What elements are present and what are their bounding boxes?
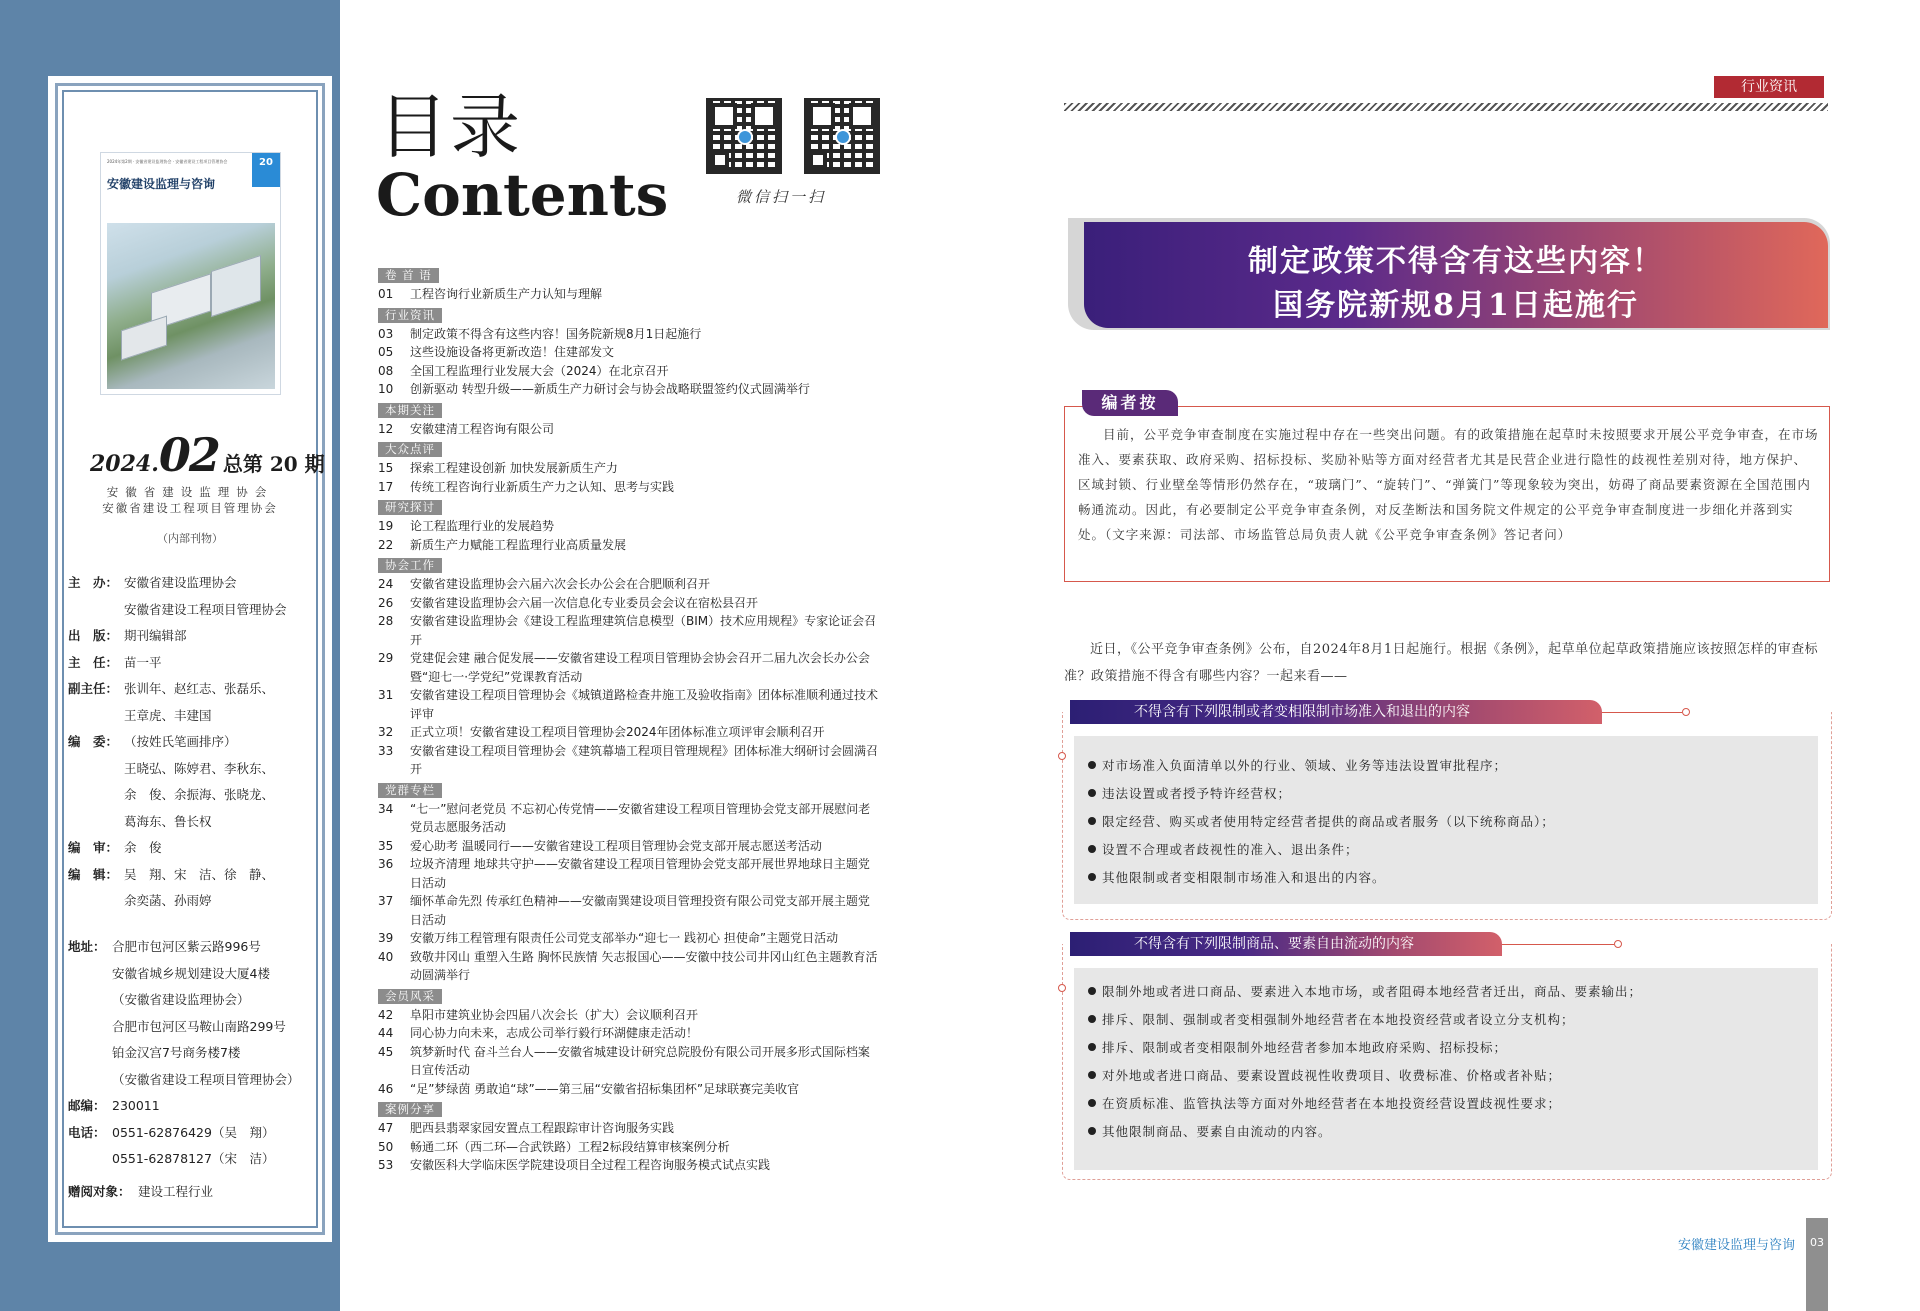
info-row-phone: 电话： 0551-62876429（吴 翔）: [68, 1124, 275, 1140]
bullet-icon: [1088, 1099, 1096, 1107]
info-row-committee: 编 委： （按姓氏笔画排序）: [68, 734, 237, 749]
toc-entry-page: 22: [378, 537, 394, 552]
toc-entry-title: 安徽省建设监理协会六届一次信息化专业委员会会议在宿松县召开: [410, 595, 759, 610]
info-cont: 王章虎、丰建国: [124, 707, 212, 723]
list-panel: [1074, 736, 1818, 904]
toc-entry[interactable]: [378, 686, 878, 723]
toc-entry[interactable]: [378, 594, 878, 613]
list-item: [1074, 1006, 1818, 1034]
toc-entry-title: 正式立项！安徽省建设工程项目管理协会2024年团体标准立项评审会顺利召开: [410, 725, 825, 739]
toc-entry[interactable]: [378, 948, 878, 985]
toc-section: [378, 264, 878, 304]
toc-entry-page: 24: [378, 577, 394, 591]
footer-magazine-name: 安徽建设监理与咨询: [1678, 1238, 1796, 1253]
hatched-rule: [1064, 103, 1828, 111]
qr-code-icon: [706, 98, 782, 174]
info-row-reviewer: 编 审： 余 俊: [68, 840, 162, 855]
toc-category-label: 卷 首 语: [378, 268, 439, 283]
toc-entry-page: 32: [378, 725, 394, 739]
toc-section: [378, 554, 878, 779]
list-item: [1074, 808, 1818, 836]
info-cont: 余奕菡、孙雨婷: [124, 893, 212, 908]
toc-section: [378, 496, 878, 554]
toc-category-label: 行业资讯: [378, 308, 442, 323]
magazine-cover-thumbnail: [100, 152, 281, 395]
toc-entry-page: 53: [378, 1158, 394, 1172]
list-item-text: 限制外地或者进口商品、要素进入本地市场，或者阻碍本地经营者迁出，商品、要素输出；: [1102, 984, 1643, 999]
toc-entry-page: 45: [378, 1044, 394, 1059]
info-row-address: 地址： 合肥市包河区紫云路996号: [68, 939, 261, 954]
issue-number-line: [90, 428, 325, 482]
toc-entry-title: 致敬井冈山 重塑入生路 胸怀民族情 矢志报国心——安徽中技公司井冈山红色主题教育活动圆满举行: [410, 949, 878, 982]
toc-entry[interactable]: [378, 649, 878, 686]
toc-entry[interactable]: [378, 1024, 878, 1043]
bullet-icon: [1088, 1127, 1096, 1135]
list-panel: [1074, 968, 1818, 1170]
editor-note-text: 目前，公平竞争审查制度在实施过程中存在一些突出问题。有的政策措施在起草时未按照要求开展公平竞争审查，在市场准入、要素获取、政府采购、招标投标、奖励补贴等方面对经营者尤其是民营企业进行隐性的歧视性差别对待，地方保护、区域封锁、行业壁垒等情形仍然存在，“玻璃门”、“旋转门”、“弹簧门”等现象较为突出，妨碍了商品要素资源在全国范围内畅通流动。因此，有必要制定公平竞争审查条例，对反垄断法和国务院文件规定的公平竞争审查制度进一步细化并落到实处。（文字来源：司法部、市场监管总局负责人就《公平竞争审查条例》答记者问）: [1078, 427, 1819, 542]
toc-entry-page: 42: [378, 1007, 394, 1022]
qr-code-icon: [804, 98, 880, 174]
info-cont: 葛海东、鲁长权: [124, 813, 212, 829]
cover-title: 安徽建设监理与咨询: [107, 177, 216, 191]
toc-entry-title: 论工程监理行业的发展趋势: [410, 519, 555, 533]
info-cont: （安徽省建设监理协会）: [112, 992, 250, 1007]
list-item: [1074, 1062, 1818, 1090]
bullet-icon: [1088, 873, 1096, 881]
toc-entry-title: 安徽省建设工程项目管理协会《城镇道路检查井施工及验收指南》团体标准顺利通过技术评审: [410, 688, 879, 721]
list-item-text: 在资质标准、监管执法等方面对外地经营者在本地投资经营设置歧视性要求；: [1102, 1096, 1562, 1111]
article-title-banner: [1084, 222, 1828, 328]
list-header-title: 不得含有下列限制或者变相限制市场准入和退出的内容: [1070, 700, 1602, 724]
toc-category-label: 案例分享: [378, 1102, 442, 1117]
toc-entry[interactable]: [378, 517, 878, 536]
info-cont: 安徽省建设工程项目管理协会: [124, 601, 287, 617]
toc-entry-title: 传统工程咨询行业新质生产力之认知、思考与实践: [410, 479, 675, 494]
toc-entry[interactable]: [378, 478, 878, 497]
toc-entry-page: 29: [378, 651, 394, 665]
info-cont: 余 俊、余振海、张晓龙、: [124, 787, 275, 802]
bullet-icon: [1088, 987, 1096, 995]
list-item: [1074, 1034, 1818, 1062]
association-name-1: 安徽省建设监理协会: [106, 485, 274, 499]
toc-entry-page: 03: [378, 326, 394, 341]
bullet-icon: [1088, 845, 1096, 853]
toc-category-label: 本期关注: [378, 403, 442, 418]
toc-entry[interactable]: [378, 536, 878, 555]
info-row-editors: 编 辑： 吴 翔、宋 洁、徐 静、: [68, 866, 275, 882]
toc-entry-page: 28: [378, 614, 394, 628]
restriction-list-market-access: [1062, 700, 1832, 885]
info-cont: （安徽省建设工程项目管理协会）: [112, 1071, 300, 1087]
toc-section: [378, 779, 878, 985]
article-title-line1: 制定政策不得含有这些内容！: [1248, 244, 1664, 279]
toc-entry-page: 40: [378, 949, 394, 964]
toc-entry-page: 44: [378, 1026, 394, 1040]
toc-entry-title: 安徽省建设监理协会六届六次会长办公会在合肥顺利召开: [410, 577, 711, 591]
toc-entry-page: 15: [378, 461, 394, 475]
info-cont: 合肥市包河区马鞍山南路299号: [112, 1018, 286, 1034]
list-item-text: 其他限制或者变相限制市场准入和退出的内容。: [1102, 870, 1386, 885]
toc-entry-title: 肥西县翡翠家园安置点工程跟踪审计咨询服务实践: [410, 1121, 675, 1135]
cover-issue-badge: 20: [252, 153, 280, 187]
info-cont: 0551-62878127（宋 洁）: [112, 1151, 275, 1166]
toc-entry-title: 爱心助考 温暖同行——安徽省建设工程项目管理协会党支部开展志愿送考活动: [410, 838, 822, 853]
issue-total: 总第 20 期: [222, 452, 325, 476]
toc-entry-title: 阜阳市建筑业协会四届八次会长（扩大）会议顺利召开: [410, 1007, 699, 1022]
toc-entry[interactable]: [378, 1138, 878, 1157]
toc-entry[interactable]: [378, 723, 878, 742]
toc-category-label: 会员风采: [378, 989, 442, 1004]
toc-entry-page: 34: [378, 801, 394, 816]
toc-entry-title: 筑梦新时代 奋斗兰台人——安徽省城建设计研究总院股份有限公司开展多形式国际档案日宣传活动: [410, 1044, 870, 1077]
issue-year: 2024.: [90, 451, 159, 477]
toc-entry[interactable]: [378, 285, 878, 304]
toc-entry-title: 安徽医科大学临床医学院建设项目全过程工程咨询服务模式试点实践: [410, 1158, 771, 1172]
toc-entry[interactable]: [378, 1119, 878, 1138]
toc-entry-title: 安徽万纬工程管理有限责任公司党支部举办“迎七一 践初心 担使命”主题党日活动: [410, 931, 839, 945]
toc-category-label: 研究探讨: [378, 500, 442, 515]
article-intro: 近日，《公平竞争审查条例》公布，自2024年8月1日起施行。根据《条例》，起草单位起草政策措施应该按照怎样的审查标准？政策措施不得含有哪些内容？一起来看——: [1064, 642, 1819, 684]
toc-entry[interactable]: [378, 380, 878, 399]
list-item-text: 排斥、限制或者变相限制外地经营者参加本地政府采购、招标投标；: [1102, 1040, 1508, 1055]
bullet-icon: [1088, 817, 1096, 825]
list-item: [1074, 1090, 1818, 1118]
toc-entry-page: 10: [378, 382, 394, 396]
restriction-list-free-flow: [1062, 932, 1832, 1139]
bullet-icon: [1088, 1015, 1096, 1023]
toc-entry-page: 26: [378, 595, 394, 610]
toc-entry[interactable]: [378, 420, 878, 439]
toc-entry-page: 08: [378, 363, 394, 378]
toc-entry[interactable]: [378, 742, 878, 779]
qr-caption: 微信扫一扫: [736, 188, 827, 206]
toc-entry-title: 畅通二环（西二环—合武铁路）工程2标段结算审核案例分析: [410, 1139, 730, 1154]
toc-entry-title: 安徽建清工程咨询有限公司: [410, 421, 555, 436]
toc-entry[interactable]: [378, 1080, 878, 1099]
list-item: [1074, 978, 1818, 1006]
info-row-audience: 赠阅对象： 建设工程行业: [68, 1183, 214, 1199]
toc-entry-title: 这些设施设备将更新改造！住建部发文: [410, 345, 615, 359]
info-row-publisher: 出 版： 期刊编辑部: [68, 628, 187, 643]
list-item-text: 限定经营、购买或者使用特定经营者提供的商品或者服务（以下统称商品）；: [1102, 814, 1555, 829]
toc-entry-page: 39: [378, 931, 394, 945]
toc-entry[interactable]: [378, 1006, 878, 1025]
toc-entry[interactable]: [378, 459, 878, 478]
toc-entry-title: 缅怀革命先烈 传承红色精神——安徽南巽建设项目管理投资有限公司党支部开展主题党日活动: [410, 894, 870, 927]
cover-top-line: 2024年第2期 · 安徽省建设监理协会 · 安徽省建设工程项目管理协会: [107, 159, 228, 164]
toc-entry-page: 36: [378, 857, 394, 871]
toc-entry-title: 新质生产力赋能工程监理行业高质量发展: [410, 537, 627, 552]
masthead-contact: [68, 934, 300, 1205]
list-item-text: 其他限制商品、要素自由流动的内容。: [1102, 1124, 1332, 1139]
list-item-text: 对外地或者进口商品、要素设置歧视性收费项目、收费标准、价格或者补贴；: [1102, 1068, 1562, 1083]
toc-entry-title: 安徽省建设监理协会《建设工程监理建筑信息模型（BIM）技术应用规程》专家论证会召开: [410, 614, 877, 647]
list-item: [1074, 864, 1818, 892]
toc-entry[interactable]: [378, 612, 878, 649]
toc-entry[interactable]: [378, 855, 878, 892]
article-title-line2: 国务院新规8月1日起施行: [1273, 288, 1639, 323]
association-name-2: 安徽省建设工程项目管理协会: [102, 501, 278, 515]
toc-entry-title: “足”梦绿茵 勇敢追“球”——第三届“安徽省招标集团杯”足球联赛完美收官: [410, 1081, 800, 1096]
toc-entry[interactable]: [378, 325, 878, 344]
toc-section: [378, 438, 878, 496]
toc-list: [378, 264, 878, 1175]
toc-title-english: Contents: [376, 161, 669, 229]
issue-number: 02: [158, 428, 219, 482]
list-header-title: 不得含有下列限制商品、要素自由流动的内容: [1070, 932, 1502, 956]
toc-entry-page: 50: [378, 1139, 394, 1154]
toc-entry[interactable]: [378, 837, 878, 856]
info-cont: 王晓弘、陈婷君、李秋东、: [124, 760, 275, 776]
toc-entry-page: 31: [378, 688, 394, 702]
list-item-text: 违法设置或者授予特许经营权；: [1102, 786, 1292, 801]
info-row-director: 主 任： 苗一平: [68, 654, 162, 670]
toc-entry-page: 17: [378, 479, 394, 494]
toc-entry[interactable]: [378, 343, 878, 362]
toc-title-chinese: 目录: [378, 86, 522, 168]
toc-entry-page: 33: [378, 743, 394, 758]
list-item-text: 设置不合理或者歧视性的准入、退出条件；: [1102, 842, 1359, 857]
list-item: [1074, 780, 1818, 808]
toc-entry-page: 19: [378, 519, 394, 533]
toc-entry-page: 37: [378, 894, 394, 908]
info-row-host: 主 办： 安徽省建设监理协会: [68, 575, 237, 590]
info-row-deputy: 副主任： 张训年、赵红志、张磊乐、: [68, 681, 275, 696]
toc-category-label: 大众点评: [378, 442, 442, 457]
toc-entry-title: 垃圾齐清理 地球共守护——安徽省建设工程项目管理协会党支部开展世界地球日主题党日活动: [410, 857, 870, 890]
toc-entry[interactable]: [378, 1156, 878, 1175]
toc-entry[interactable]: [378, 1043, 878, 1080]
bullet-icon: [1088, 761, 1096, 769]
list-item: [1074, 836, 1818, 864]
toc-entry[interactable]: [378, 575, 878, 594]
toc-section: [378, 399, 878, 439]
toc-section: [378, 985, 878, 1099]
toc-entry-page: 35: [378, 838, 394, 853]
toc-entry-page: 01: [378, 287, 394, 301]
internal-publication-note: （内部刊物）: [157, 532, 223, 545]
bullet-icon: [1088, 789, 1096, 797]
list-item-text: 排斥、限制、强制或者变相强制外地经营者在本地投资经营或者设立分支机构；: [1102, 1012, 1575, 1027]
toc-entry-title: 安徽省建设工程项目管理协会《建筑幕墙工程项目管理规程》团体标准大纲研讨会圆满召开: [410, 743, 879, 776]
bullet-icon: [1088, 1071, 1096, 1079]
toc-entry-title: “七一”慰问老党员 不忘初心传党情——安徽省建设工程项目管理协会党支部开展慰问老党员志愿服务活动: [410, 801, 871, 834]
frame-dot: [1058, 984, 1066, 992]
toc-entry-page: 12: [378, 421, 394, 436]
section-tag: 行业资讯: [1714, 76, 1824, 98]
bullet-icon: [1088, 1043, 1096, 1051]
toc-entry[interactable]: [378, 892, 878, 929]
toc-entry-title: 党建促会建 融合促发展——安徽省建设工程项目管理协会协会召开二届九次会长办公会暨“迎七一·学党纪”党课教育活动: [410, 651, 870, 684]
masthead-staff-list: [68, 570, 287, 915]
list-item: [1074, 752, 1818, 780]
toc-entry-title: 工程咨询行业新质生产力认知与理解: [410, 287, 603, 301]
toc-entry-page: 46: [378, 1081, 394, 1096]
frame-dot: [1058, 752, 1066, 760]
footer-page-number: 03: [1806, 1218, 1828, 1311]
toc-entry[interactable]: [378, 929, 878, 948]
info-cont: 铂金汉宫7号商务楼7楼: [112, 1045, 241, 1060]
toc-section: [378, 1098, 878, 1175]
info-row-postcode: 邮编： 230011: [68, 1098, 160, 1113]
toc-entry-title: 探索工程建设创新 加快发展新质生产力: [410, 461, 618, 475]
toc-entry-title: 制定政策不得含有这些内容！国务院新规8月1日起施行: [410, 326, 702, 341]
list-item-text: 对市场准入负面清单以外的行业、领域、业务等违法设置审批程序；: [1102, 758, 1508, 773]
list-item: [1074, 1118, 1818, 1146]
toc-entry-title: 全国工程监理行业发展大会（2024）在北京召开: [410, 363, 669, 378]
toc-entry-page: 05: [378, 345, 394, 359]
toc-entry-page: 47: [378, 1121, 394, 1135]
editor-note-tag: 编者按: [1082, 390, 1178, 416]
toc-section: [378, 304, 878, 399]
toc-entry[interactable]: [378, 362, 878, 381]
toc-category-label: 协会工作: [378, 558, 442, 573]
toc-entry[interactable]: [378, 800, 878, 837]
toc-entry-title: 创新驱动 转型升级——新质生产力研讨会与协会战略联盟签约仪式圆满举行: [410, 382, 810, 396]
info-cont: 安徽省城乡规划建设大厦4楼: [112, 965, 270, 981]
toc-entry-title: 同心协力向未来，志成公司举行毅行环湖健康走活动！: [410, 1026, 699, 1040]
toc-category-label: 党群专栏: [378, 783, 442, 798]
